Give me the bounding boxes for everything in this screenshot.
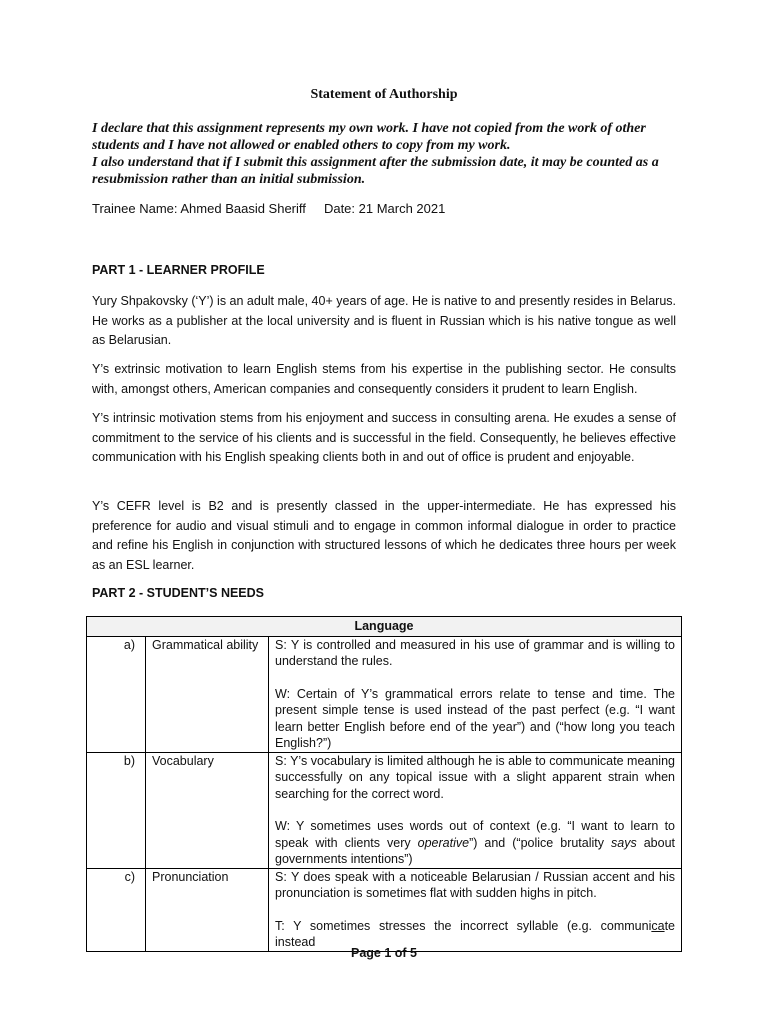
weakness-text: W: Certain of Y’s grammatical errors relate to tense and time. The present simple tense is used instead of the past perfect (e.g. “I want learn better English before end of the year”) and (“how long you teach English?”): [275, 686, 675, 750]
part1-paragraph-4: Y’s CEFR level is B2 and is presently classed in the upper-intermediate. He has expressed his preference for audio and visual stimuli and to engage in common informal dialogue in order to practice and refine his English in conjunction with structured lessons of which he dedicates three hours per week as an ESL learner.: [92, 499, 676, 572]
row-detail: [269, 636, 682, 752]
strength-text: S: Y is controlled and measured in his use of grammar and is willing to understand the rules.: [275, 637, 675, 668]
row-detail: [269, 868, 682, 951]
declaration-block: [92, 120, 692, 188]
table-header-language: Language: [87, 617, 682, 637]
weakness-text-part: ”) and (“police brutality: [469, 835, 612, 850]
part1-paragraph-2: Y’s extrinsic motivation to learn English stems from his expertise in the publishing sector. He consults with, amongst others, American companies and consequently considers it prudent to learn English.: [92, 362, 676, 396]
weakness-text-part: about governments intentions”): [275, 835, 675, 866]
trainee-line: Trainee Name: Ahmed Baasid Sheriff Date: 21 March 2021: [92, 201, 446, 216]
weakness-text: [275, 818, 675, 868]
weakness-text-part: T: Y sometimes stresses the incorrect syllable (e.g. communi: [275, 918, 652, 933]
weakness-text-part: W: Y sometimes uses words out of context (e.g. “I want to learn to speak with clients very: [275, 819, 675, 850]
table-header-row: [87, 617, 682, 637]
row-letter: a): [87, 636, 146, 752]
row-area: Grammatical ability: [146, 636, 269, 752]
weakness-emphasis: operative: [417, 835, 470, 850]
row-area: Pronunciation: [146, 868, 269, 951]
page-title: Statement of Authorship: [310, 87, 458, 102]
row-letter: b): [87, 752, 146, 868]
table-row: [87, 752, 682, 868]
declaration-line-1: I declare that this assignment represents my own work. I have not copied from the work of other students and I have not allowed or enabled others to copy from my work.: [92, 121, 646, 153]
row-letter: c): [87, 868, 146, 951]
needs-table: [86, 616, 682, 952]
part1-paragraph-3: Y’s intrinsic motivation stems from his enjoyment and success in consulting arena. He exudes a sense of commitment to the service of his clients and is successful in the field. Consequently, he believes effective communication with his English speaking clients both in and out of office is prudent and enjoyable.: [92, 411, 676, 464]
table-row: [87, 636, 682, 752]
part1-paragraph-1: Yury Shpakovsky (‘Y’) is an adult male, 40+ years of age. He is native to and presently resides in Belarus. He works as a publisher at the local university and is fluent in Russian which is his native tongue as well as Belarusian.: [92, 294, 676, 347]
strength-text: S: Y’s vocabulary is limited although he is able to communicate meaning successfully on any topical issue with a slight apparent strain when searching for the correct word.: [275, 753, 675, 801]
part1-heading: PART 1 - LEARNER PROFILE: [92, 263, 265, 277]
table-row: [87, 868, 682, 951]
weakness-text-part: te instead: [275, 918, 675, 949]
page-footer: Page 1 of 5: [351, 946, 417, 960]
row-detail: [269, 752, 682, 868]
declaration-line-2: I also understand that if I submit this assignment after the submission date, it may be counted as a resubmission rather than an initial submission.: [92, 155, 659, 187]
part2-heading: PART 2 - STUDENT’S NEEDS: [92, 586, 265, 600]
row-area: Vocabulary: [146, 752, 269, 868]
weakness-emphasis: says: [611, 835, 637, 850]
strength-text: S: Y does speak with a noticeable Belarusian / Russian accent and his pronunciation is sometimes flat with sudden highs in pitch.: [275, 869, 675, 900]
stressed-syllable: ca: [651, 918, 665, 933]
